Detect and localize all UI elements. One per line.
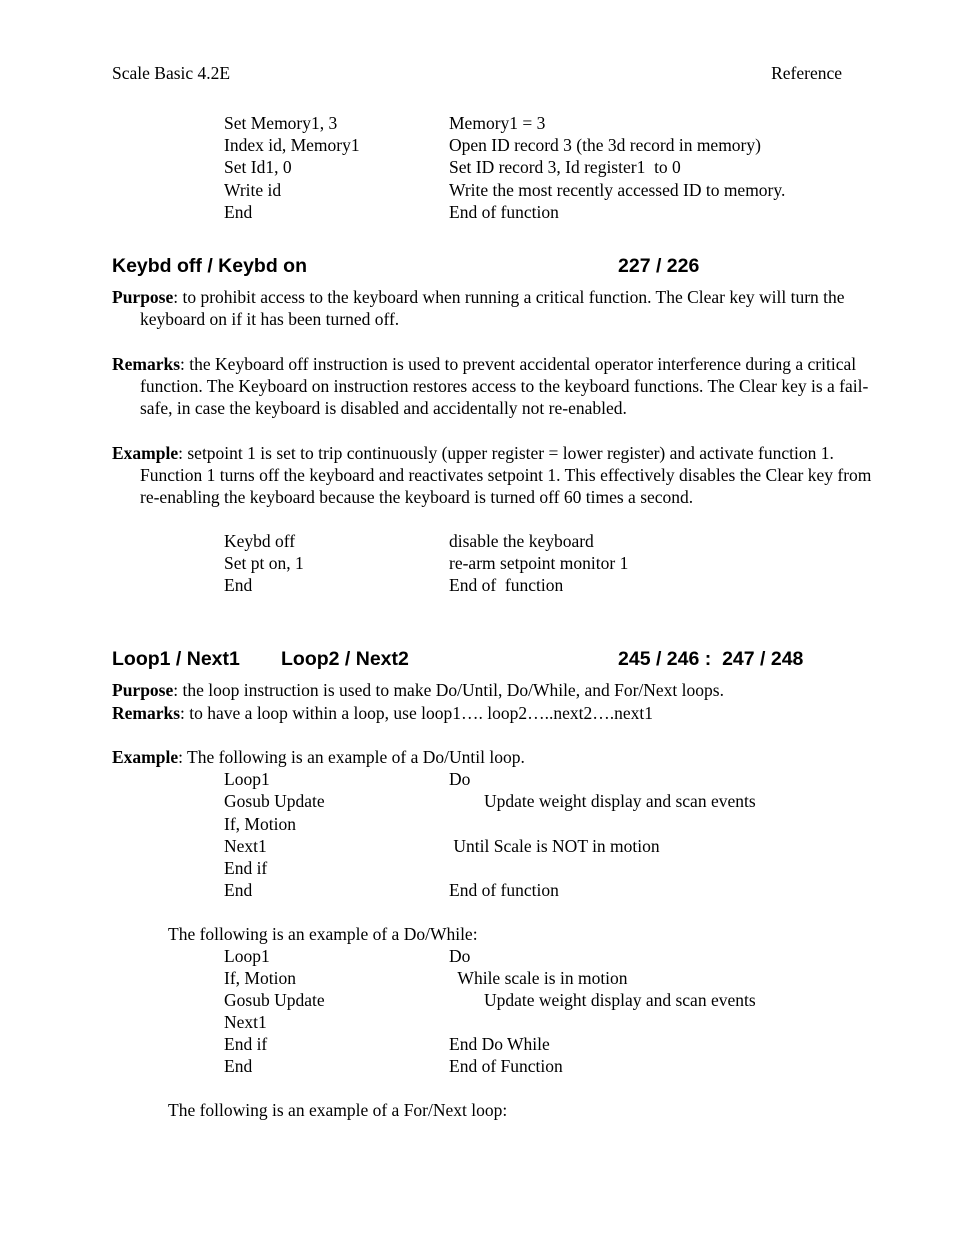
code-line: End — [224, 202, 253, 222]
code-line: End — [224, 575, 253, 595]
code-line: Set pt on, 1 — [224, 553, 304, 573]
loop-heading-2: Loop2 / Next2 — [281, 648, 409, 670]
code-line: Keybd off — [224, 531, 296, 551]
code-comment: Update weight display and scan events — [449, 791, 756, 811]
code-comment: Do — [449, 946, 471, 966]
code-comment: re-arm setpoint monitor 1 — [449, 553, 629, 573]
keybd-remarks — [112, 353, 875, 419]
loop-remarks — [112, 702, 875, 724]
code-line: Next1 — [224, 1012, 267, 1032]
remarks-text: : the Keyboard off instruction is used to prevent accidental operator interference during a critical function. The Keyboard on instruction restores access to the keyboard functions. The Clear key is a fail-safe, in case the keyboard is disabled and accidentally not re-enabled. — [140, 354, 869, 418]
code-comment: Set ID record 3, Id register1 to 0 — [449, 157, 681, 177]
code-line: Set Id1, 0 — [224, 157, 292, 177]
remarks-label: Remarks — [112, 354, 181, 374]
example-label: Example — [112, 747, 179, 767]
code-line: Write id — [224, 180, 282, 200]
code-comment: End of function — [449, 575, 564, 595]
code-comment: disable the keyboard — [449, 531, 594, 551]
header-left: Scale Basic 4.2E — [112, 63, 231, 83]
example-label: Example — [112, 443, 179, 463]
keybd-codes: 227 / 226 — [618, 255, 700, 277]
code-comment: Open ID record 3 (the 3d record in memory) — [449, 135, 761, 155]
purpose-label: Purpose — [112, 287, 174, 307]
code-line: End — [224, 880, 253, 900]
code-line: Gosub Update — [224, 791, 325, 811]
purpose-text: : the loop instruction is used to make Do/Until, Do/While, and For/Next loops. — [173, 680, 724, 700]
code-line: Gosub Update — [224, 990, 325, 1010]
code-comment: End of Function — [449, 1056, 563, 1076]
keybd-purpose — [112, 286, 875, 330]
do-while-intro: The following is an example of a Do/While: — [168, 924, 478, 944]
code-line: Next1 — [224, 836, 267, 856]
code-comment: Do — [449, 769, 471, 789]
code-comment: Update weight display and scan events — [449, 990, 756, 1010]
example-text: : The following is an example of a Do/Until loop. — [178, 747, 525, 767]
code-line: End — [224, 1056, 253, 1076]
code-line: Loop1 — [224, 769, 270, 789]
keybd-example — [112, 442, 875, 508]
code-line: Loop1 — [224, 946, 270, 966]
keybd-heading: Keybd off / Keybd on — [112, 255, 307, 277]
for-next-intro: The following is an example of a For/Next loop: — [168, 1100, 508, 1120]
purpose-text: : to prohibit access to the keyboard when running a critical function. The Clear key will turn the keyboard on if it has been turned off. — [140, 287, 845, 329]
loop-codes: 245 / 246 : 247 / 248 — [618, 648, 804, 670]
code-line: Set Memory1, 3 — [224, 113, 338, 133]
example-text: : setpoint 1 is set to trip continuously (upper register = lower register) and activate function 1. Function 1 turns off the keyboard and reactivates setpoint 1. This effectively disables the Clear key from re-enabling the keyboard because the keyboard is turned off 60 times a second. — [140, 443, 872, 507]
loop-heading-1: Loop1 / Next1 — [112, 648, 240, 670]
code-comment: Memory1 = 3 — [449, 113, 546, 133]
header-right: Reference — [771, 63, 842, 83]
code-line: Index id, Memory1 — [224, 135, 360, 155]
code-comment: Write the most recently accessed ID to memory. — [449, 180, 786, 200]
code-comment: While scale is in motion — [449, 968, 628, 988]
remarks-text: : to have a loop within a loop, use loop1…. loop2…..next2….next1 — [180, 703, 653, 723]
code-comment: End of function — [449, 202, 559, 222]
code-line: If, Motion — [224, 814, 296, 834]
code-line: End if — [224, 1034, 268, 1054]
loop-purpose — [112, 679, 875, 701]
purpose-label: Purpose — [112, 680, 174, 700]
code-comment: Until Scale is NOT in motion — [449, 836, 660, 856]
code-comment: End Do While — [449, 1034, 550, 1054]
code-comment: End of function — [449, 880, 559, 900]
loop-example — [112, 746, 875, 768]
code-line: If, Motion — [224, 968, 296, 988]
remarks-label: Remarks — [112, 703, 181, 723]
code-line: End if — [224, 858, 268, 878]
